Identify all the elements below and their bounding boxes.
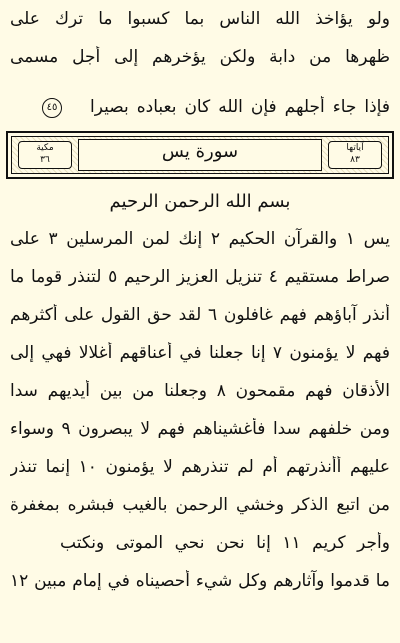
text-line: أنذر آباؤهم فهم غافلون ٦ لقد حق القول على أكثرهم [10, 305, 390, 325]
text-line: صراط مستقيم ٤ تنزيل العزيز الرحيم ٥ لتنذر قوما ما [10, 267, 390, 287]
surah-header [6, 131, 394, 179]
basmala: بسم الله الرحمن الرحيم [109, 191, 291, 212]
surah-info-right [328, 141, 382, 169]
ayah-number: ٤٥ [42, 98, 62, 118]
text-line: فإذا جاء أجلهم فإن الله كان بعباده بصيرا [90, 97, 390, 117]
text-line: عليهم أأنذرتهم أم لم تنذرهم لا يؤمنون ١٠ إنما تنذر [10, 457, 390, 477]
surah-title: سورة يس [161, 141, 239, 162]
surah-info-left [18, 141, 72, 169]
ayah-count: ٨٣ [350, 155, 360, 165]
text-line: ما قدموا وآثارهم وكل شيء أحصيناه في إمام مبين ١٢ [10, 571, 390, 591]
surah-number: ٣٦ [40, 155, 50, 165]
surah-type: مكية [36, 143, 54, 153]
text-line: ولو يؤاخذ الله الناس بما كسبوا ما ترك على [10, 9, 390, 29]
text-line: ظهرها من دابة ولكن يؤخرهم إلى أجل مسمى [10, 47, 390, 67]
text-line: من اتبع الذكر وخشي الرحمن بالغيب فبشره بمغفرة [10, 495, 390, 515]
text-line: وأجر كريم ١١ إنا نحن نحي الموتى ونكتب [60, 533, 390, 553]
text-line: يس ١ والقرآن الحكيم ٢ إنك لمن المرسلين ٣ على [10, 229, 390, 249]
text-line: الأذقان فهم مقمحون ٨ وجعلنا من بين أيديهم سدا [10, 381, 390, 401]
ayah-count-label: آياتها [346, 143, 364, 153]
text-line: ومن خلفهم سدا فأغشيناهم فهم لا يبصرون ٩ وسواء [10, 419, 390, 439]
text-line: فهم لا يؤمنون ٧ إنا جعلنا في أعناقهم أغلالا فهي إلى [10, 343, 390, 363]
